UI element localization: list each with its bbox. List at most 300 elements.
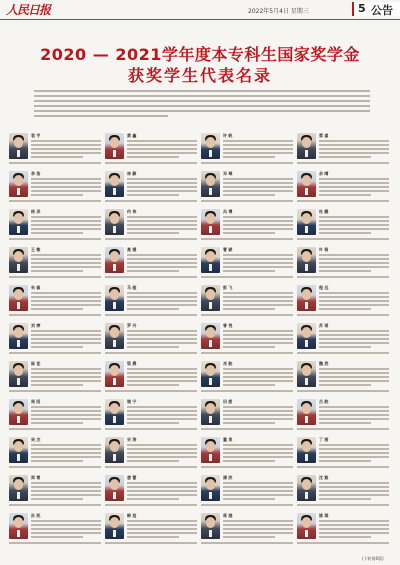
photo-shirt bbox=[305, 378, 308, 385]
bio-text-line bbox=[297, 504, 389, 506]
bio-text-line bbox=[127, 178, 197, 180]
awardee-photo bbox=[297, 399, 316, 425]
bio-text-line bbox=[127, 300, 197, 302]
awardee-name: 魏 然 bbox=[319, 361, 329, 366]
awardee-name: 冯 博 bbox=[223, 209, 233, 214]
awardee-name: 韩 旭 bbox=[127, 513, 137, 518]
awardee-card bbox=[296, 322, 390, 358]
awardee-photo bbox=[9, 361, 28, 387]
awardee-photo bbox=[201, 361, 220, 387]
bio-text-line bbox=[319, 460, 371, 462]
bio-text-line bbox=[297, 352, 389, 354]
bio-text-line bbox=[31, 304, 101, 306]
photo-shirt bbox=[17, 188, 20, 195]
awardee-card bbox=[104, 246, 198, 282]
bio-text-line bbox=[127, 410, 197, 412]
bio-text-line bbox=[223, 148, 293, 150]
photo-shirt bbox=[113, 226, 116, 233]
bio-text-line bbox=[223, 376, 293, 378]
bio-text-line bbox=[127, 452, 197, 454]
bio-text-line bbox=[319, 380, 389, 382]
bio-text-line bbox=[319, 338, 389, 340]
bio-text-line bbox=[319, 342, 389, 344]
photo-shirt bbox=[305, 454, 308, 461]
bio-text-line bbox=[127, 156, 179, 158]
awardee-photo bbox=[105, 399, 124, 425]
bio-text-line bbox=[319, 258, 389, 260]
photo-face bbox=[110, 289, 119, 300]
awardee-card bbox=[200, 170, 294, 206]
bio-text-line bbox=[201, 276, 293, 278]
bio-text-line bbox=[31, 156, 83, 158]
awardee-name: 杨 洋 bbox=[31, 209, 41, 214]
intro-text-line bbox=[34, 90, 370, 92]
bio-text-line bbox=[201, 352, 293, 354]
bio-text-line bbox=[223, 490, 293, 492]
awardee-card bbox=[104, 284, 198, 320]
bio-text-line bbox=[223, 228, 293, 230]
awardee-card bbox=[296, 512, 390, 548]
bio-text-line bbox=[201, 238, 293, 240]
bio-text-line bbox=[127, 254, 197, 256]
photo-face bbox=[110, 403, 119, 414]
bio-text-line bbox=[319, 190, 389, 192]
awardee-photo bbox=[297, 133, 316, 159]
awardee-photo bbox=[297, 171, 316, 197]
awardee-card bbox=[104, 360, 198, 396]
bio-text-line bbox=[223, 330, 293, 332]
bio-text-line bbox=[127, 460, 179, 462]
bio-text-line bbox=[127, 304, 197, 306]
bio-text-line bbox=[31, 216, 101, 218]
bio-text-line bbox=[31, 220, 101, 222]
bio-text-line bbox=[223, 292, 293, 294]
awardee-photo bbox=[9, 437, 28, 463]
photo-face bbox=[110, 213, 119, 224]
bio-text-line bbox=[223, 308, 275, 310]
awardee-name: 陈 佳 bbox=[31, 361, 41, 366]
photo-shirt bbox=[113, 454, 116, 461]
awardee-photo bbox=[201, 399, 220, 425]
bio-text-line bbox=[31, 152, 101, 154]
photo-shirt bbox=[113, 416, 116, 423]
photo-face bbox=[302, 365, 311, 376]
bio-text-line bbox=[127, 258, 197, 260]
awardee-photo bbox=[105, 323, 124, 349]
photo-shirt bbox=[17, 340, 20, 347]
bio-text-line bbox=[319, 452, 389, 454]
bio-text-line bbox=[223, 372, 293, 374]
awardee-card bbox=[104, 208, 198, 244]
bio-text-line bbox=[127, 532, 197, 534]
awardee-name: 丁 茜 bbox=[319, 437, 329, 442]
photo-face bbox=[14, 403, 23, 414]
bio-text-line bbox=[319, 220, 389, 222]
awardee-photo bbox=[105, 361, 124, 387]
awardee-name: 朱 磊 bbox=[31, 285, 41, 290]
bio-text-line bbox=[127, 308, 179, 310]
photo-face bbox=[14, 517, 23, 528]
bio-text-line bbox=[223, 380, 293, 382]
bio-text-line bbox=[127, 490, 197, 492]
bio-text-line bbox=[127, 444, 197, 446]
photo-shirt bbox=[209, 530, 212, 537]
bio-text-line bbox=[127, 448, 197, 450]
awardee-name: 袁 宇 bbox=[31, 133, 41, 138]
photo-shirt bbox=[209, 378, 212, 385]
bio-text-line bbox=[31, 372, 101, 374]
bio-text-line bbox=[31, 182, 101, 184]
bio-text-line bbox=[319, 368, 389, 370]
awardee-photo bbox=[9, 247, 28, 273]
bio-text-line bbox=[31, 308, 83, 310]
bio-text-line bbox=[31, 194, 83, 196]
awardee-card bbox=[296, 170, 390, 206]
photo-shirt bbox=[209, 150, 212, 157]
bio-text-line bbox=[223, 296, 293, 298]
bio-text-line bbox=[127, 482, 197, 484]
awardee-name: 蒋 越 bbox=[223, 513, 233, 518]
bio-text-line bbox=[297, 466, 389, 468]
bio-text-line bbox=[31, 384, 83, 386]
bio-text-line bbox=[319, 304, 389, 306]
bio-text-line bbox=[127, 498, 179, 500]
issue-date: 2022年5月4日 星期三 bbox=[248, 8, 309, 15]
awardee-card bbox=[104, 398, 198, 434]
photo-face bbox=[302, 479, 311, 490]
bio-text-line bbox=[105, 504, 197, 506]
photo-shirt bbox=[305, 340, 308, 347]
photo-shirt bbox=[17, 150, 20, 157]
bio-text-line bbox=[127, 224, 197, 226]
bio-text-line bbox=[31, 296, 101, 298]
photo-face bbox=[302, 517, 311, 528]
awardee-photo bbox=[105, 171, 124, 197]
bio-text-line bbox=[31, 300, 101, 302]
photo-shirt bbox=[113, 530, 116, 537]
bio-text-line bbox=[31, 456, 101, 458]
bio-text-line bbox=[319, 308, 371, 310]
bio-text-line bbox=[201, 428, 293, 430]
bio-text-line bbox=[31, 418, 101, 420]
photo-face bbox=[302, 213, 311, 224]
bio-text-line bbox=[31, 444, 101, 446]
awardee-name: 黄 鑫 bbox=[127, 133, 137, 138]
intro-paragraph bbox=[34, 87, 370, 125]
awardee-card bbox=[8, 322, 102, 358]
bio-text-line bbox=[9, 390, 101, 392]
bio-text-line bbox=[127, 292, 197, 294]
bio-text-line bbox=[223, 194, 275, 196]
awardee-photo bbox=[297, 513, 316, 539]
bio-text-line bbox=[9, 200, 101, 202]
bio-text-line bbox=[319, 456, 389, 458]
awardee-name: 周 阳 bbox=[31, 399, 41, 404]
bio-text-line bbox=[105, 390, 197, 392]
bio-text-line bbox=[319, 346, 371, 348]
page-number: 5 bbox=[358, 2, 366, 15]
bio-text-line bbox=[31, 190, 101, 192]
photo-face bbox=[206, 517, 215, 528]
bio-text-line bbox=[223, 422, 275, 424]
photo-face bbox=[206, 403, 215, 414]
bio-text-line bbox=[319, 186, 389, 188]
bio-text-line bbox=[319, 536, 371, 538]
bio-text-line bbox=[223, 178, 293, 180]
awardee-grid bbox=[8, 132, 392, 552]
photo-shirt bbox=[17, 454, 20, 461]
photo-shirt bbox=[305, 264, 308, 271]
awardee-photo bbox=[105, 133, 124, 159]
photo-shirt bbox=[113, 302, 116, 309]
awardee-photo bbox=[105, 437, 124, 463]
bio-text-line bbox=[127, 528, 197, 530]
bio-text-line bbox=[31, 292, 101, 294]
awardee-card bbox=[200, 512, 294, 548]
bio-text-line bbox=[223, 140, 293, 142]
awardee-name: 许 帆 bbox=[223, 133, 233, 138]
bio-text-line bbox=[127, 152, 197, 154]
awardee-card bbox=[296, 474, 390, 510]
bio-text-line bbox=[105, 466, 197, 468]
awardee-name: 姚 琪 bbox=[319, 513, 329, 518]
bio-text-line bbox=[223, 456, 293, 458]
photo-shirt bbox=[209, 454, 212, 461]
bio-text-line bbox=[127, 494, 197, 496]
bio-text-line bbox=[127, 262, 197, 264]
bio-text-line bbox=[31, 262, 101, 264]
awardee-name: 肖 航 bbox=[223, 361, 233, 366]
bio-text-line bbox=[9, 314, 101, 316]
awardee-card bbox=[8, 474, 102, 510]
bio-text-line bbox=[319, 266, 389, 268]
bio-text-line bbox=[223, 224, 293, 226]
bio-text-line bbox=[105, 352, 197, 354]
bio-text-line bbox=[223, 342, 293, 344]
bio-text-line bbox=[319, 330, 389, 332]
awardee-card bbox=[200, 208, 294, 244]
bio-text-line bbox=[201, 390, 293, 392]
bio-text-line bbox=[319, 376, 389, 378]
photo-shirt bbox=[305, 416, 308, 423]
bio-text-line bbox=[127, 342, 197, 344]
photo-shirt bbox=[17, 226, 20, 233]
bio-text-line bbox=[201, 466, 293, 468]
bio-text-line bbox=[319, 372, 389, 374]
bio-text-line bbox=[127, 190, 197, 192]
photo-shirt bbox=[17, 416, 20, 423]
awardee-column bbox=[104, 132, 200, 552]
bio-text-line bbox=[223, 152, 293, 154]
awardee-name: 唐 蕾 bbox=[127, 475, 137, 480]
photo-face bbox=[206, 289, 215, 300]
awardee-name: 谢 宁 bbox=[127, 399, 137, 404]
bio-text-line bbox=[127, 140, 197, 142]
awardee-name: 潘 欣 bbox=[223, 475, 233, 480]
bio-text-line bbox=[127, 524, 197, 526]
photo-face bbox=[110, 137, 119, 148]
bio-text-line bbox=[319, 228, 389, 230]
awardee-column bbox=[296, 132, 392, 552]
bio-text-line bbox=[319, 262, 389, 264]
bio-text-line bbox=[127, 216, 197, 218]
awardee-name: 刘 婷 bbox=[31, 323, 41, 328]
photo-shirt bbox=[113, 378, 116, 385]
bio-text-line bbox=[127, 368, 197, 370]
photo-face bbox=[302, 251, 311, 262]
awardee-card bbox=[200, 322, 294, 358]
bio-text-line bbox=[31, 270, 83, 272]
bio-text-line bbox=[223, 414, 293, 416]
bio-text-line bbox=[9, 238, 101, 240]
bio-text-line bbox=[297, 542, 389, 544]
awardee-card bbox=[296, 284, 390, 320]
photo-shirt bbox=[305, 530, 308, 537]
photo-shirt bbox=[113, 492, 116, 499]
bio-text-line bbox=[319, 444, 389, 446]
bio-text-line bbox=[201, 314, 293, 316]
bio-text-line bbox=[319, 334, 389, 336]
bio-text-line bbox=[223, 494, 293, 496]
bio-text-line bbox=[127, 228, 197, 230]
bio-text-line bbox=[9, 504, 101, 506]
awardee-name: 宋 涛 bbox=[127, 437, 137, 442]
intro-text-line bbox=[34, 105, 370, 107]
awardee-photo bbox=[9, 209, 28, 235]
bio-text-line bbox=[223, 536, 275, 538]
awardee-photo bbox=[105, 247, 124, 273]
awardee-name: 曾 悦 bbox=[223, 323, 233, 328]
bio-text-line bbox=[9, 466, 101, 468]
bio-text-line bbox=[297, 276, 389, 278]
awardee-card bbox=[200, 360, 294, 396]
bio-text-line bbox=[319, 224, 389, 226]
awardee-photo bbox=[201, 285, 220, 311]
bio-text-line bbox=[105, 428, 197, 430]
bio-text-line bbox=[9, 276, 101, 278]
bio-text-line bbox=[127, 384, 179, 386]
bio-text-line bbox=[31, 346, 83, 348]
bio-text-line bbox=[223, 270, 275, 272]
photo-face bbox=[206, 175, 215, 186]
bio-text-line bbox=[319, 270, 371, 272]
bio-text-line bbox=[31, 482, 101, 484]
bio-text-line bbox=[31, 376, 101, 378]
awardee-photo bbox=[105, 285, 124, 311]
bio-text-line bbox=[319, 140, 389, 142]
page-label-box bbox=[352, 2, 400, 16]
awardee-column bbox=[200, 132, 296, 552]
bio-text-line bbox=[31, 452, 101, 454]
bio-text-line bbox=[319, 482, 389, 484]
bio-text-line bbox=[127, 296, 197, 298]
bio-text-line bbox=[223, 338, 293, 340]
photo-shirt bbox=[209, 264, 212, 271]
awardee-photo bbox=[9, 399, 28, 425]
bio-text-line bbox=[223, 452, 293, 454]
bio-text-line bbox=[297, 428, 389, 430]
bio-text-line bbox=[9, 162, 101, 164]
bio-text-line bbox=[31, 148, 101, 150]
bio-text-line bbox=[297, 390, 389, 392]
bio-text-line bbox=[31, 258, 101, 260]
bio-text-line bbox=[319, 216, 389, 218]
bio-text-line bbox=[105, 542, 197, 544]
bio-text-line bbox=[223, 524, 293, 526]
bio-text-line bbox=[223, 304, 293, 306]
bio-text-line bbox=[223, 190, 293, 192]
awardee-card bbox=[8, 360, 102, 396]
bio-text-line bbox=[31, 520, 101, 522]
photo-shirt bbox=[209, 416, 212, 423]
awardee-photo bbox=[201, 513, 220, 539]
bio-text-line bbox=[319, 292, 389, 294]
bio-text-line bbox=[319, 494, 389, 496]
photo-face bbox=[14, 251, 23, 262]
bio-text-line bbox=[223, 410, 293, 412]
photo-face bbox=[14, 137, 23, 148]
bio-text-line bbox=[297, 238, 389, 240]
bio-text-line bbox=[319, 194, 371, 196]
bio-text-line bbox=[31, 330, 101, 332]
intro-text-line bbox=[34, 100, 370, 102]
photo-face bbox=[110, 327, 119, 338]
bio-text-line bbox=[127, 418, 197, 420]
bio-text-line bbox=[127, 186, 197, 188]
bio-text-line bbox=[127, 372, 197, 374]
awardee-card bbox=[104, 170, 198, 206]
awardee-card bbox=[296, 246, 390, 282]
bio-text-line bbox=[127, 220, 197, 222]
bio-text-line bbox=[127, 536, 179, 538]
awardee-name: 罗 丹 bbox=[127, 323, 137, 328]
bio-text-line bbox=[127, 414, 197, 416]
bio-text-line bbox=[31, 380, 101, 382]
bio-text-line bbox=[31, 460, 83, 462]
awardee-photo bbox=[9, 475, 28, 501]
photo-face bbox=[110, 441, 119, 452]
bio-text-line bbox=[201, 504, 293, 506]
bio-text-line bbox=[319, 156, 371, 158]
photo-face bbox=[14, 479, 23, 490]
awardee-card bbox=[8, 132, 102, 168]
bio-text-line bbox=[9, 352, 101, 354]
photo-shirt bbox=[305, 226, 308, 233]
bio-text-line bbox=[31, 254, 101, 256]
bio-text-line bbox=[127, 520, 197, 522]
bio-text-line bbox=[31, 266, 101, 268]
photo-face bbox=[302, 289, 311, 300]
awardee-photo bbox=[297, 323, 316, 349]
awardee-card bbox=[296, 208, 390, 244]
awardee-card bbox=[8, 246, 102, 282]
photo-shirt bbox=[305, 150, 308, 157]
bio-text-line bbox=[127, 334, 197, 336]
bio-text-line bbox=[319, 410, 389, 412]
awardee-card bbox=[296, 398, 390, 434]
bio-text-line bbox=[223, 460, 275, 462]
bio-text-line bbox=[223, 448, 293, 450]
awardee-card bbox=[104, 322, 198, 358]
bio-text-line bbox=[319, 414, 389, 416]
bio-text-line bbox=[127, 456, 197, 458]
bio-text-line bbox=[223, 444, 293, 446]
bio-text-line bbox=[223, 334, 293, 336]
awardee-name: 曹 颖 bbox=[223, 247, 233, 252]
photo-face bbox=[206, 137, 215, 148]
bio-text-line bbox=[31, 494, 101, 496]
awardee-name: 马 超 bbox=[127, 285, 137, 290]
